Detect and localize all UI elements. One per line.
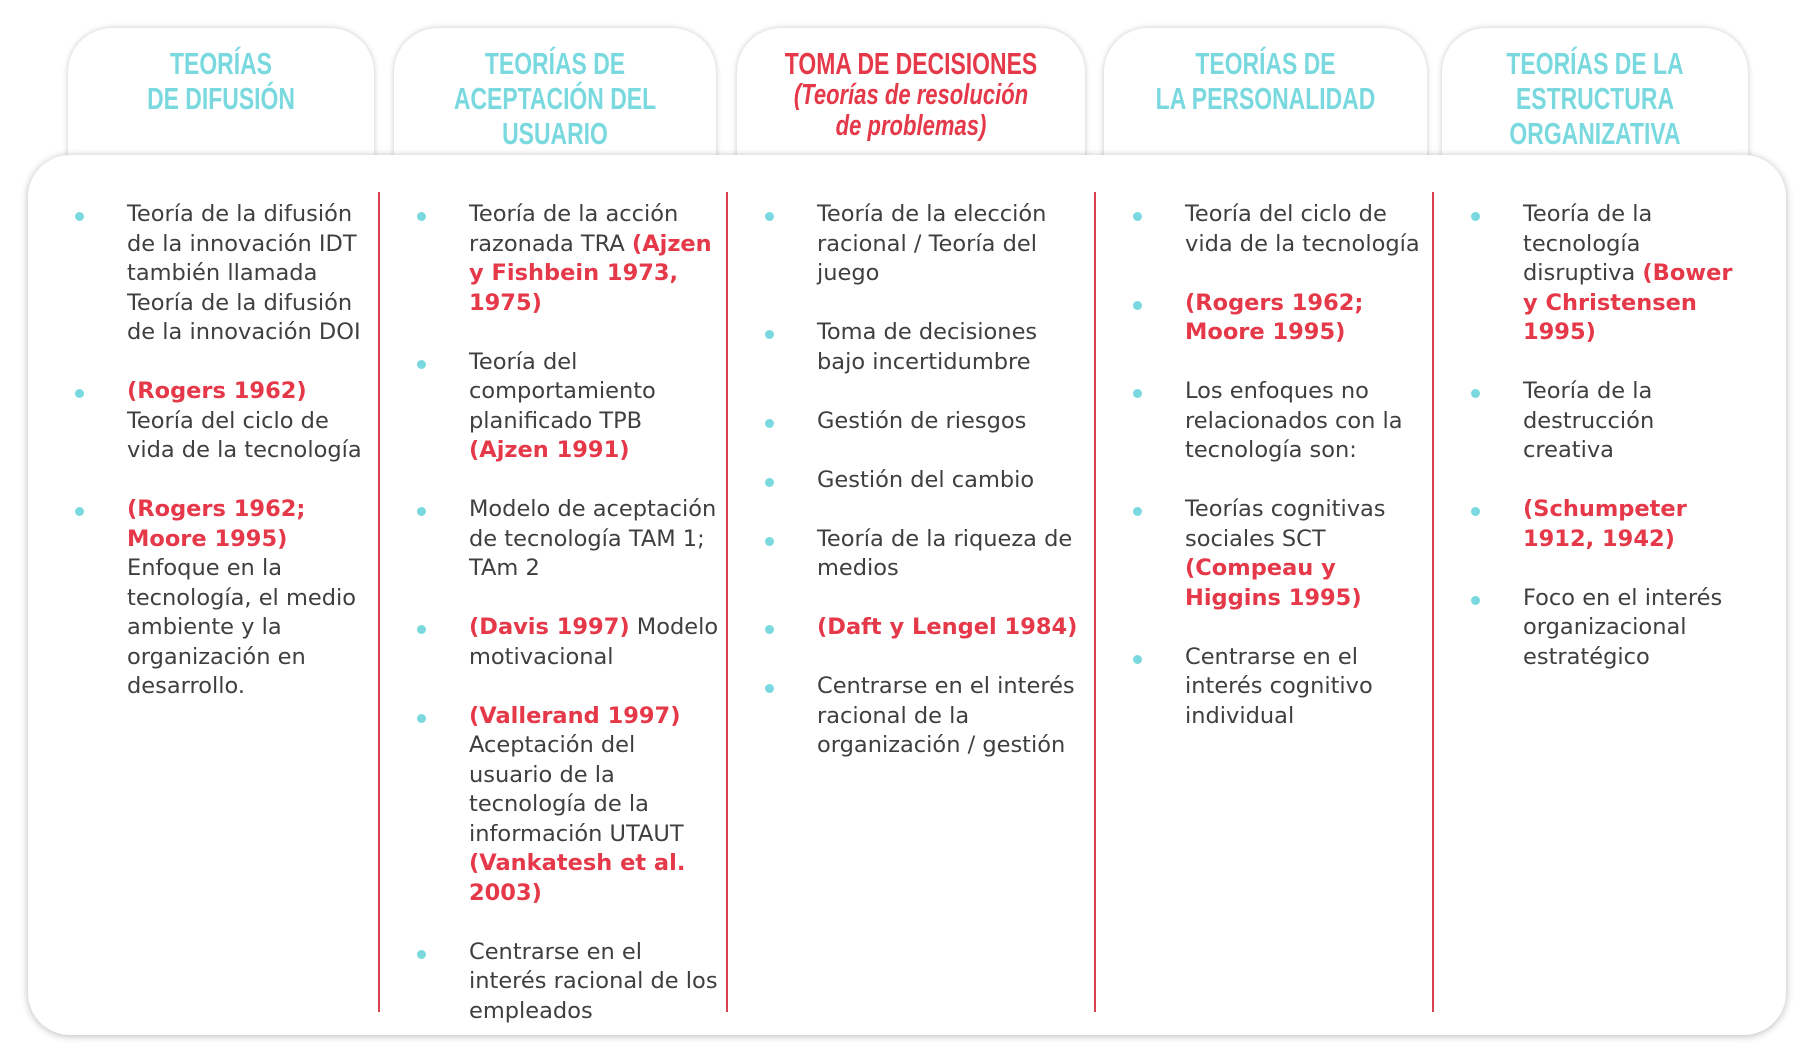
item-text: Los enfoques no relacionados con la tecnología son:	[1185, 378, 1403, 463]
list-item	[1471, 584, 1746, 673]
citation-text: (Bower y Christensen 1995)	[1523, 260, 1733, 345]
column-divider	[378, 192, 380, 1012]
citation-text: (Rogers 1962; Moore 1995)	[1185, 289, 1364, 345]
bullet-icon	[417, 507, 426, 516]
item-text: Centrarse en el interés racional de los empleados	[469, 938, 718, 1024]
list-item	[75, 377, 370, 466]
item-text: Teoría del comportamiento planificado TPB	[469, 348, 656, 434]
list-item	[417, 613, 722, 672]
bullet-list	[1133, 200, 1428, 731]
bullet-icon	[1471, 212, 1480, 221]
list-item	[765, 525, 1090, 584]
column-estructura	[1471, 200, 1746, 702]
citation-text: (Ajzen y Fishbein 1973, 1975)	[469, 230, 712, 316]
column-title: TOMA DE DECISIONES	[784, 46, 1038, 81]
column-divider	[726, 192, 728, 1012]
citation-text: (Daft y Lengel 1984)	[817, 614, 1078, 640]
bullet-icon	[765, 625, 774, 634]
item-text: Gestión de riesgos	[817, 407, 1027, 434]
bullet-icon	[75, 507, 84, 516]
column-toma-decisiones	[765, 200, 1090, 790]
item-text: Gestión del cambio	[817, 466, 1035, 493]
list-item	[1471, 377, 1746, 466]
list-item	[1471, 200, 1746, 348]
bullet-icon	[75, 389, 84, 398]
bullet-icon	[417, 625, 426, 634]
bullet-icon	[1133, 301, 1142, 310]
bullet-icon	[1471, 507, 1480, 516]
citation-text: (Ajzen 1991)	[469, 437, 630, 463]
citation-text: (Compeau y Higgins 1995)	[1185, 555, 1362, 611]
list-item	[765, 318, 1090, 377]
item-text: Teoría del ciclo de vida de la tecnología	[1185, 201, 1420, 257]
list-item	[1133, 377, 1428, 466]
item-text: Teoría de la tecnología disruptiva	[1523, 201, 1653, 286]
list-item	[1133, 495, 1428, 613]
citation-text: (Rogers 1962)	[127, 378, 307, 404]
bullet-icon	[765, 478, 774, 487]
item-text: Teoría de la riqueza de medios	[817, 525, 1073, 581]
bullet-icon	[765, 684, 774, 693]
item-text: Centrarse en el interés cognitivo individual	[1185, 643, 1373, 729]
item-text: Teoría del ciclo de vida de la tecnología	[127, 407, 362, 463]
list-item	[765, 613, 1090, 643]
column-difusion	[75, 200, 370, 731]
bullet-icon	[417, 950, 426, 959]
column-divider	[1432, 192, 1434, 1012]
citation-text: (Rogers 1962; Moore 1995)	[127, 496, 306, 552]
item-text: Toma de decisiones bajo incertidumbre	[817, 319, 1038, 375]
list-item	[417, 702, 722, 909]
citation-text: (Vankatesh et al. 2003)	[469, 850, 686, 906]
bullet-list	[765, 200, 1090, 761]
bullet-icon	[1133, 655, 1142, 664]
bullet-icon	[765, 330, 774, 339]
list-item	[75, 200, 370, 348]
column-title: TEORÍAS DE LA PERSONALIDAD	[1155, 46, 1376, 116]
list-item	[417, 200, 722, 318]
bullet-list	[75, 200, 370, 702]
list-item	[765, 466, 1090, 496]
list-item	[75, 495, 370, 702]
column-aceptacion	[417, 200, 722, 1056]
list-item	[765, 200, 1090, 289]
column-title: TEORÍAS DE ACEPTACIÓN DEL USUARIO	[453, 46, 657, 151]
list-item	[417, 495, 722, 584]
bullet-icon	[1471, 389, 1480, 398]
column-divider	[1094, 192, 1096, 1012]
item-text: Teoría de la difusión de la innovación IDT también llamada Teoría de la difusión de la innovación DOI	[127, 201, 361, 345]
bullet-icon	[417, 212, 426, 221]
bullet-list	[417, 200, 722, 1026]
item-text: Enfoque en la tecnología, el medio ambiente y la organización en desarrollo.	[127, 555, 357, 699]
item-text: Teorías cognitivas sociales SCT	[1185, 496, 1386, 552]
column-subtitle: (Teorías de resolución de problemas)	[793, 79, 1029, 142]
bullet-icon	[417, 360, 426, 369]
citation-text: (Schumpeter 1912, 1942)	[1523, 496, 1687, 552]
list-item	[765, 407, 1090, 437]
bullet-icon	[1471, 596, 1480, 605]
list-item	[417, 938, 722, 1027]
list-item	[1133, 200, 1428, 259]
list-item	[1133, 643, 1428, 732]
list-item	[1471, 495, 1746, 554]
item-text: Teoría de la destrucción creativa	[1523, 378, 1655, 463]
bullet-icon	[417, 714, 426, 723]
bullet-icon	[1133, 507, 1142, 516]
citation-text: (Davis 1997)	[469, 614, 630, 640]
list-item	[417, 348, 722, 466]
bullet-icon	[765, 419, 774, 428]
item-text: Modelo de aceptación de tecnología TAM 1; TAm 2	[469, 496, 717, 581]
item-text: Centrarse en el interés racional de la organización / gestión	[817, 673, 1075, 758]
bullet-icon	[765, 212, 774, 221]
bullet-list	[1471, 200, 1746, 672]
bullet-icon	[75, 212, 84, 221]
bullet-icon	[765, 537, 774, 546]
bullet-icon	[1133, 212, 1142, 221]
column-title: TEORÍAS DE DIFUSIÓN	[147, 46, 295, 116]
column-title: TEORÍAS DE LA ESTRUCTURA ORGANIZATIVA	[1506, 46, 1684, 151]
item-text: Teoría de la elección racional / Teoría del juego	[817, 201, 1047, 286]
bullet-icon	[1133, 389, 1142, 398]
citation-text: (Vallerand 1997)	[469, 702, 681, 729]
item-text: Foco en el interés organizacional estratégico	[1523, 584, 1723, 670]
item-text: Aceptación del usuario de la tecnología de la información UTAUT	[469, 732, 684, 847]
column-personalidad	[1133, 200, 1428, 761]
item-text: Modelo motivacional	[469, 614, 719, 670]
list-item	[765, 672, 1090, 761]
item-text: Teoría de la acción razonada TRA	[469, 201, 679, 257]
list-item	[1133, 289, 1428, 348]
